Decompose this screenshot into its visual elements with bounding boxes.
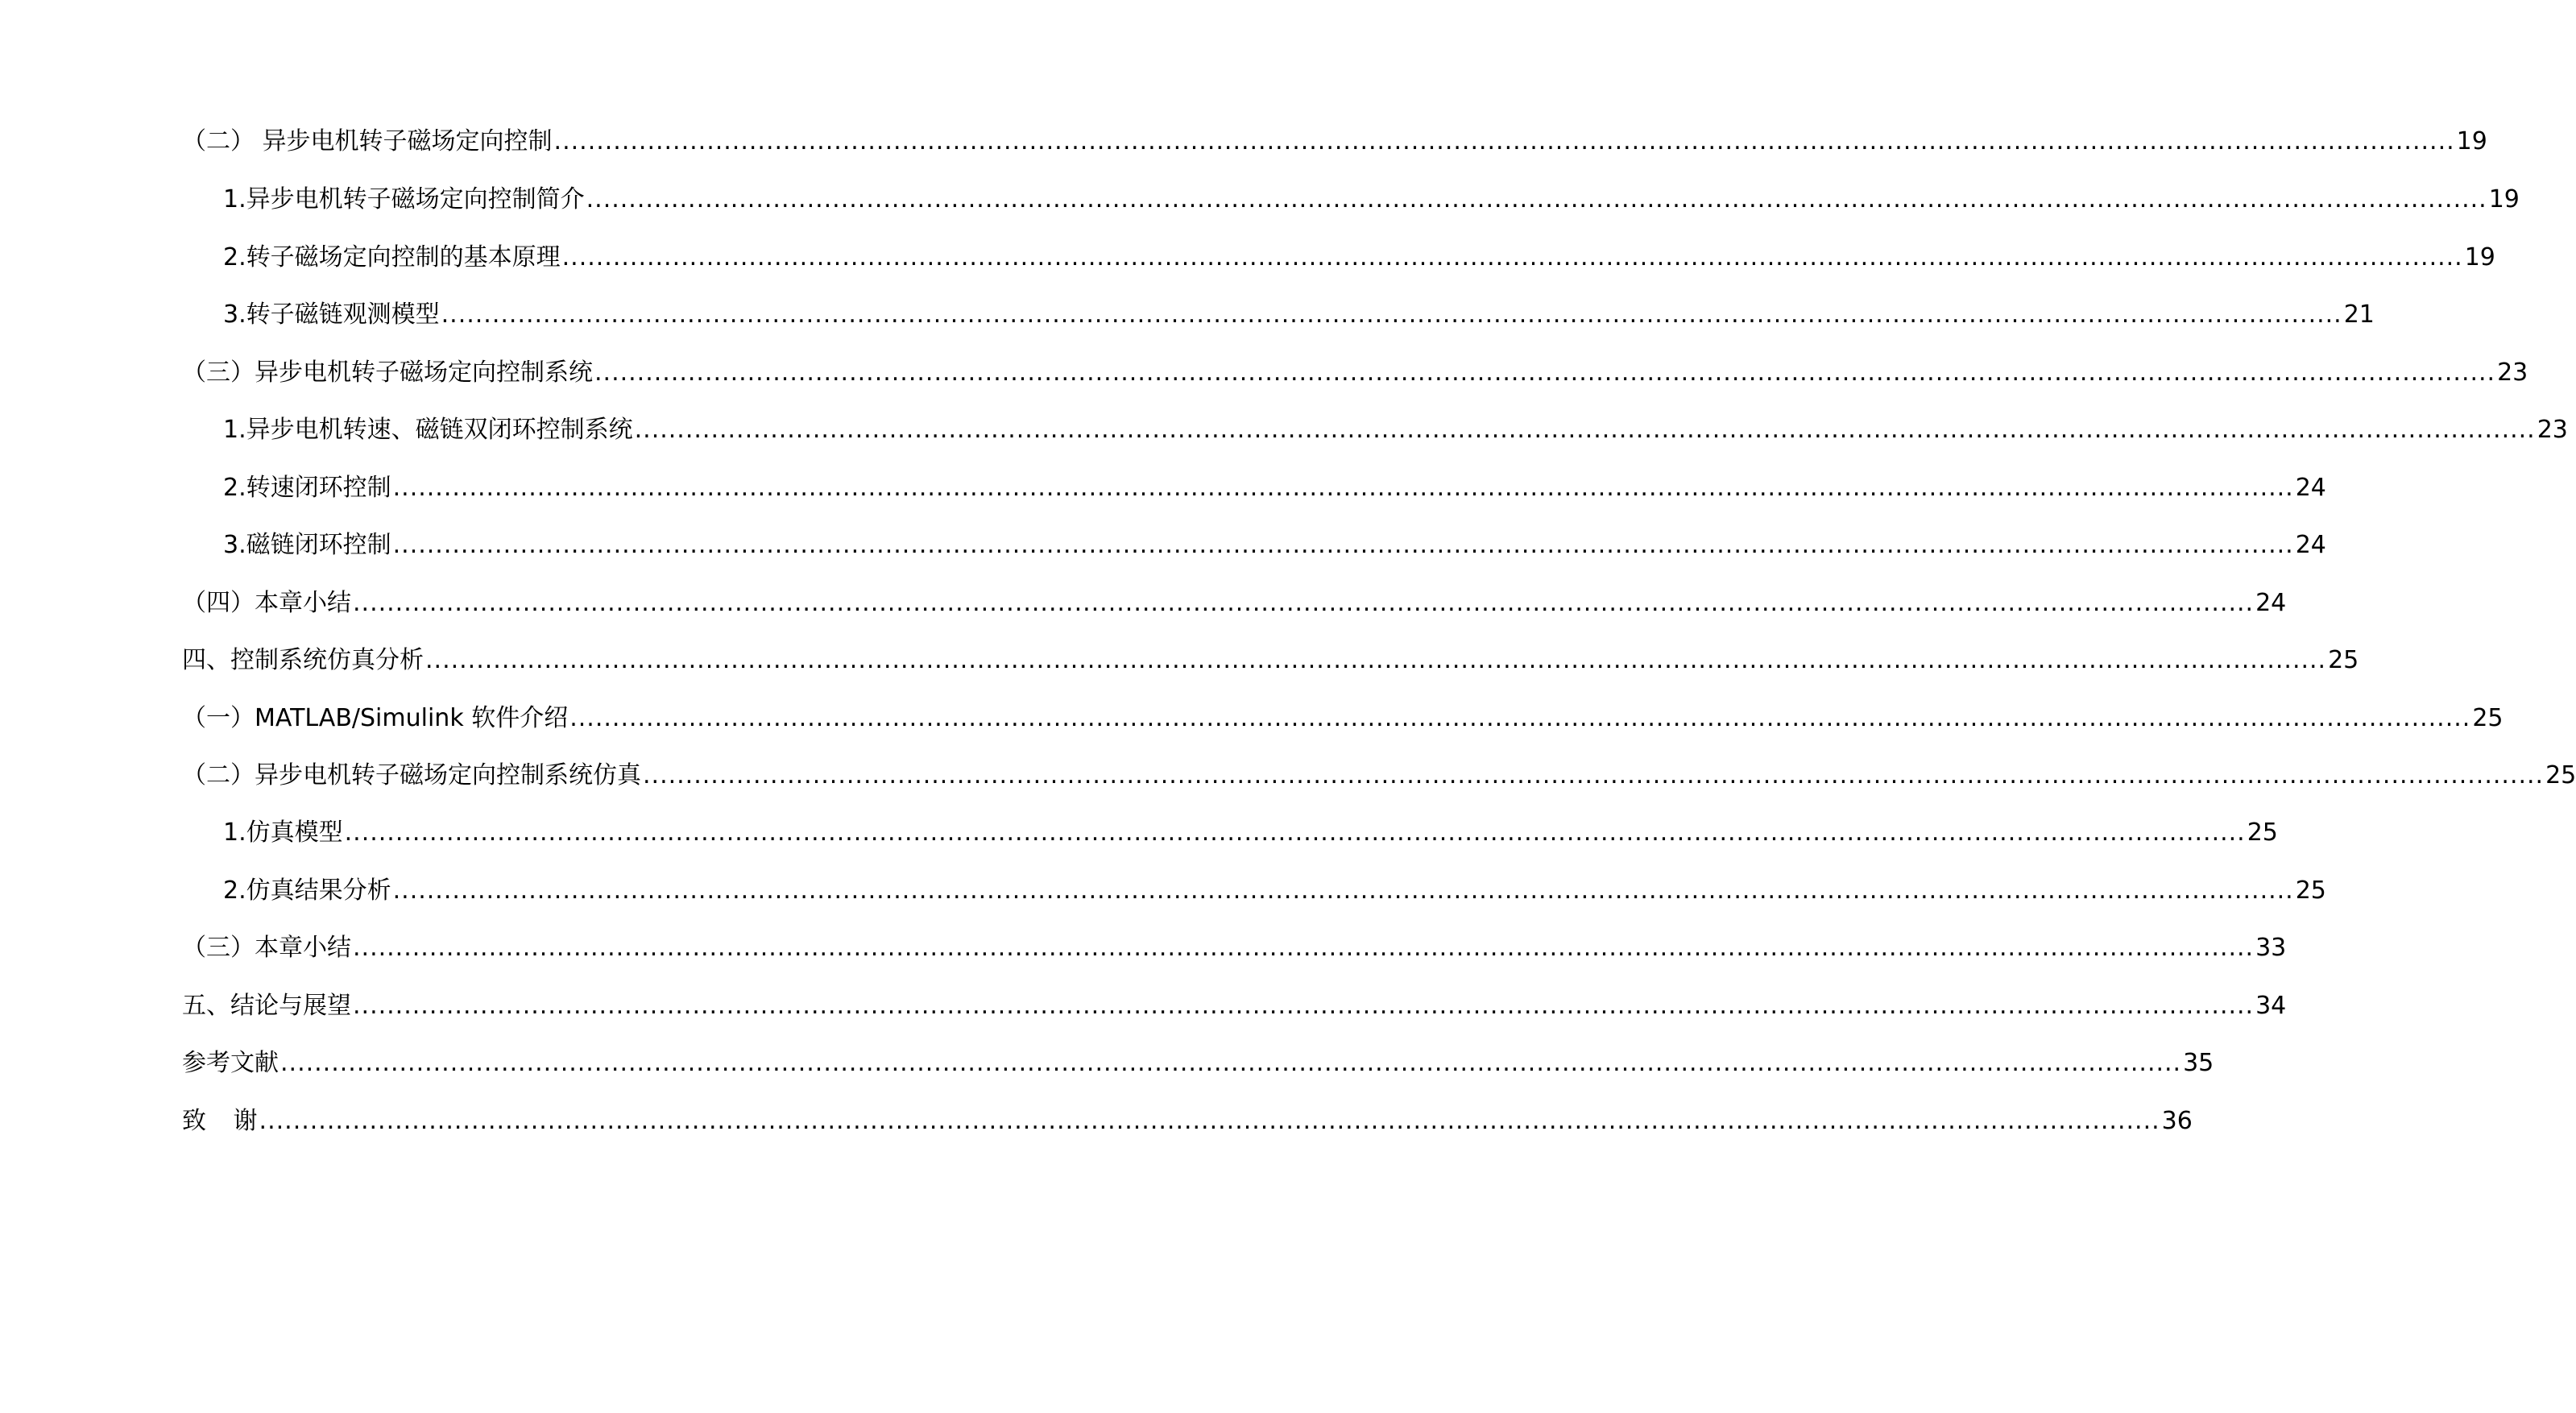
toc-dot-leader: ................................................................................................................................................................................................................................ [280, 1049, 2182, 1077]
toc-dot-leader: ................................................................................................................................................................................................................................ [643, 761, 2545, 789]
toc-entry-title: 3.磁链闭环控制 [223, 531, 391, 559]
toc-entry-page-number: 35 [2183, 1049, 2214, 1077]
toc-entry-page-number: 34 [2255, 992, 2287, 1020]
toc-entry-title: （二）异步电机转子磁场定向控制系统仿真 [182, 761, 641, 789]
toc-entry-section-4-2-2[interactable] [0, 872, 2326, 910]
toc-entry-page-number: 33 [2255, 934, 2287, 962]
toc-dot-leader: ................................................................................................................................................................................................................................ [586, 185, 2487, 213]
toc-dot-leader: ................................................................................................................................................................................................................................ [553, 127, 2455, 155]
toc-entry-title: （三）异步电机转子磁场定向控制系统 [182, 358, 593, 387]
toc-entry-title: （二） 异步电机转子磁场定向控制 [182, 127, 553, 155]
toc-entry-section-3-4[interactable] [0, 584, 2287, 623]
toc-dot-leader: ................................................................................................................................................................................................................................ [561, 243, 2463, 271]
toc-entry-chapter-5[interactable] [0, 987, 2287, 1026]
toc-entry-title: 2.转速闭环控制 [223, 474, 391, 502]
toc-entry-title: 1.异步电机转子磁场定向控制简介 [223, 185, 585, 213]
toc-entry-references[interactable] [0, 1044, 2214, 1083]
toc-entry-title: 五、结论与展望 [182, 992, 351, 1020]
toc-entry-section-4-2-1[interactable] [0, 814, 2278, 852]
toc-dot-leader: ................................................................................................................................................................................................................................ [392, 474, 2294, 502]
toc-entry-page-number: 24 [2295, 531, 2326, 559]
toc-entry-page-number: 23 [2497, 358, 2528, 387]
toc-entry-title: 2.仿真结果分析 [223, 876, 391, 905]
toc-entry-section-3-3-3[interactable] [0, 526, 2326, 565]
toc-entry-acknowledgements[interactable] [0, 1102, 2193, 1141]
toc-entry-title: 1.仿真模型 [223, 818, 343, 847]
toc-dot-leader: ................................................................................................................................................................................................................................ [344, 818, 2246, 847]
toc-dot-leader: ................................................................................................................................................................................................................................ [259, 1107, 2160, 1135]
toc-entry-section-3-3-2[interactable] [0, 469, 2326, 508]
toc-entry-page-number: 24 [2295, 474, 2326, 502]
toc-entry-page-number: 36 [2161, 1107, 2193, 1135]
toc-entry-page-number: 24 [2255, 589, 2287, 617]
toc-dot-leader: ................................................................................................................................................................................................................................ [425, 646, 2327, 674]
toc-dot-leader: ................................................................................................................................................................................................................................ [594, 358, 2496, 387]
toc-entry-section-4-2[interactable] [0, 756, 2576, 795]
toc-entry-title: 1.异步电机转速、磁链双闭环控制系统 [223, 416, 633, 444]
toc-entry-section-3-2-3[interactable] [0, 296, 2375, 334]
toc-entry-title: 参考文献 [182, 1049, 279, 1077]
toc-entry-section-4-1[interactable] [0, 699, 2504, 738]
toc-entry-title: 四、控制系统仿真分析 [182, 646, 424, 674]
toc-entry-page-number: 19 [2488, 185, 2520, 213]
toc-entry-page-number: 25 [2545, 761, 2576, 789]
toc-dot-leader: ................................................................................................................................................................................................................................ [441, 300, 2342, 329]
toc-entry-page-number: 19 [2464, 243, 2495, 271]
toc-entry-chapter-4[interactable] [0, 641, 2359, 680]
toc-dot-leader: ................................................................................................................................................................................................................................ [392, 876, 2294, 905]
toc-entry-page-number: 25 [2328, 646, 2359, 674]
toc-entry-title: （四）本章小结 [182, 589, 351, 617]
toc-dot-leader: ................................................................................................................................................................................................................................ [634, 416, 2536, 444]
toc-dot-leader: ................................................................................................................................................................................................................................ [392, 531, 2294, 559]
toc-entry-title: 致 谢 [182, 1107, 258, 1135]
toc-entry-section-3-3[interactable] [0, 354, 2528, 392]
toc-entry-section-4-3[interactable] [0, 929, 2287, 968]
toc-entry-page-number: 25 [2247, 818, 2278, 847]
toc-dot-leader: ................................................................................................................................................................................................................................ [569, 704, 2471, 732]
toc-dot-leader: ................................................................................................................................................................................................................................ [353, 992, 2255, 1020]
toc-entry-page-number: 21 [2343, 300, 2375, 329]
toc-entry-title: （三）本章小结 [182, 934, 351, 962]
toc-entry-page-number: 23 [2537, 416, 2568, 444]
toc-entry-section-3-2-2[interactable] [0, 238, 2495, 277]
toc-entry-title: （一）MATLAB/Simulink 软件介绍 [182, 704, 569, 732]
toc-entry-section-3-2[interactable] [0, 122, 2487, 161]
toc-entry-title: 3.转子磁链观测模型 [223, 300, 440, 329]
toc-dot-leader: ................................................................................................................................................................................................................................ [353, 589, 2255, 617]
toc-entry-page-number: 25 [2472, 704, 2504, 732]
toc-entry-section-3-2-1[interactable] [0, 180, 2520, 219]
toc-entry-page-number: 19 [2456, 127, 2487, 155]
toc-dot-leader: ................................................................................................................................................................................................................................ [353, 934, 2255, 962]
toc-entry-page-number: 25 [2295, 876, 2326, 905]
toc-entry-title: 2.转子磁场定向控制的基本原理 [223, 243, 561, 271]
toc-entry-section-3-3-1[interactable] [0, 411, 2568, 450]
